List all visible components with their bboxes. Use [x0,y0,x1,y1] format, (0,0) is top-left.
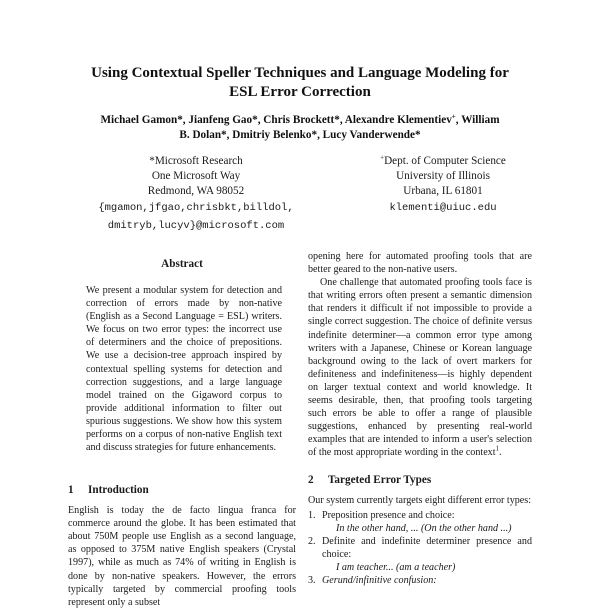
list-item-label: Gerund/infinitive confusion: [322,575,437,587]
abstract-text: We present a modular system for detection and correction of errors made by non-native (English as a Second Language = ESL) writers. We focus on two error types: the incorrect use of determiners and the choice of prepositions. We use a decision-tree approach inspired by contextual spelling systems for detection and correction suggestions, and a large language model trained on the Gigaword corpus to provide additional information to filter out spurious suggestions. We show how this system performs on a corpus of non-native English text and discuss strategies for future enhancements. [86,285,282,454]
authors-line-1: Michael Gamon*, Jianfeng Gao*, Chris Brockett*, Alexandre Klementiev+, William [100,112,500,126]
affiliation-microsoft [68,154,324,235]
authors-line-2: B. Dolan*, Dmitriy Belenko*, Lucy Vanderwende* [179,129,421,141]
list-item-label: Preposition presence and choice: [322,509,455,521]
title-line-2: ESL Error Correction [229,84,371,100]
section-heading-targeted-error-types: 2 Targeted Error Types [308,473,432,486]
list-item: 3. Gerund/infinitive confusion: [308,574,532,587]
list-item-example: I am teacher... (am a teacher) [336,562,456,574]
email-line-2: dmitryb,lucyv}@microsoft.com [107,220,285,232]
paper-title [40,64,560,102]
section-heading-introduction: 1 Introduction [68,484,149,496]
right-column [308,250,532,587]
affiliation-street: One Microsoft Way [151,170,241,182]
affiliation-univ: University of Illinois [396,170,490,182]
email: klementi@uiuc.edu [389,202,497,214]
email-line-1: {mgamon,jfgao,chrisbkt,billdol, [98,202,294,214]
list-item: 1. Preposition presence and choice: In the other hand, ... (On the other hand ...) [308,509,532,535]
section2-intro: Our system currently targets eight different error types: [308,494,532,506]
list-item: 2. Definite and indefinite determiner presence and choice: I am teacher... (am a teacher) [308,535,532,574]
introduction-section [68,484,296,609]
affiliation-city: Urbana, IL 61801 [403,185,483,197]
affiliation-dept: +Dept. of Computer Science [380,153,506,167]
list-item-example: In the other hand, ... (On the other hand ...) [336,522,512,534]
abstract-body [86,284,282,454]
title-line-1: Using Contextual Speller Techniques and Language Modeling for [91,65,509,81]
affiliation-city: Redmond, WA 98052 [147,185,245,197]
affiliation-illinois [358,154,528,217]
list-item-label: Definite and indefinite determiner presence and choice: [322,535,532,560]
introduction-text: English is today the de facto lingua franca for commerce around the globe. It has been estimated that about 750M people use English as a second language, as opposed to 375M native English speakers (Crystal 1997), while as much as 74% of writing in English is done by non-native speakers. However, the errors typically targeted by commercial proofing tools represent only a subset [68,505,296,608]
abstract-heading: Abstract [161,258,203,270]
body-paragraph-1: opening here for automated proofing tools that are better geared to the non-native users. [308,251,532,276]
author-list [60,113,540,143]
left-column [68,258,296,283]
affiliation-org: *Microsoft Research [149,155,243,167]
body-paragraph-2: One challenge that automated proofing tools face is that writing errors often present a semantic dimension that renders it difficult if not impossible to provide a single correct suggestion. The choice of definite versus indefinite determiner—a common error type among writers with a Japanese, Chinese or Korean language background owing to the lack of overt markers for definiteness and indefiniteness—is highly dependent on larger textual context and world knowledge. It seems desirable, then, that proofing tools targeting such errors be able to offer a range of plausible suggestions, enhanced by presenting real-world examples that are intended to inform a user's selection of the most appropriate wording in the context$^1$. [308,277,532,459]
